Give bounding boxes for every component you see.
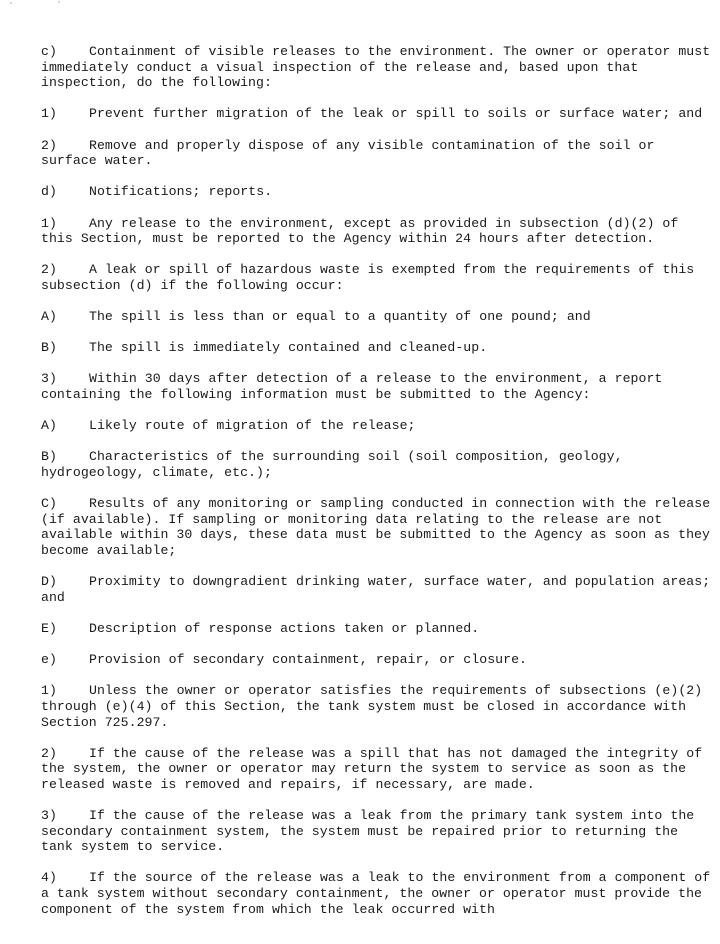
paragraph-e (41, 652, 713, 668)
paragraph-text: Results of any monitoring or sampling conducted in connection with the release (if available). If sampling or monitoring data relating to the release are not available within 30 days, these data must be submitted to the Agency as soon as they become available; (41, 496, 711, 558)
paragraph-label: C) (41, 496, 57, 512)
paragraph-label: A) (41, 418, 57, 434)
paragraph-label: c) (41, 44, 57, 59)
paragraph-e-2 (41, 746, 713, 793)
paragraph-d-1 (41, 216, 713, 247)
paragraph-c-1 (41, 106, 713, 122)
paragraph-label: 2) (41, 262, 57, 278)
scan-speck (58, 1, 60, 3)
paragraph-d-2 (41, 262, 713, 293)
paragraph-text: Likely route of migration of the release; (89, 418, 416, 434)
paragraph-label: 4) (41, 870, 57, 886)
paragraph-label: B) (41, 340, 57, 356)
paragraph-text: If the cause of the release was a leak from the primary tank system into the secondary containment system, the system must be repaired prior to returning the tank system to service. (41, 808, 695, 855)
paragraph-label: 3) (41, 808, 57, 824)
paragraph-c-2 (41, 138, 713, 169)
paragraph-label: e) (41, 652, 57, 668)
paragraph-text: Description of response actions taken or planned. (89, 620, 480, 636)
paragraph-label: 2) (41, 745, 57, 761)
paragraph-text: A leak or spill of hazardous waste is exempted from the requirements of this subsection (d) if the following occur: (41, 262, 695, 293)
paragraph-text: Unless the owner or operator satisfies the requirements of subsections (e)(2) through (e)(4) of this Section, the tank system must be closed in accordance with Section 725.297. (41, 683, 703, 730)
paragraph-d-3 (41, 371, 713, 402)
paragraph-d-2-b (41, 340, 713, 356)
paragraph-label: E) (41, 620, 57, 636)
paragraph-text: Characteristics of the surrounding soil (soil composition, geology, hydrogeology, climate, etc.); (41, 449, 623, 481)
paragraph-text: Within 30 days after detection of a release to the environment, a report containing the following information must be submitted to the Agency: (41, 371, 663, 403)
paragraph-label: 1) (41, 106, 57, 122)
paragraph-label: d) (41, 184, 57, 200)
paragraph-d-3-a (41, 418, 713, 434)
paragraph-text: Remove and properly dispose of any visible contamination of the soil or surface water. (41, 137, 655, 169)
paragraph-d-3-e (41, 621, 713, 637)
paragraph-text: Provision of secondary containment, repair, or closure. (89, 652, 528, 668)
paragraph-d (41, 184, 713, 200)
paragraph-text: The spill is immediately contained and cleaned-up. (89, 340, 488, 356)
paragraph-c (41, 44, 713, 91)
paragraph-d-3-b (41, 449, 713, 480)
paragraph-d-2-a (41, 309, 713, 325)
document-page (41, 44, 713, 933)
paragraph-d-3-c (41, 496, 713, 558)
paragraph-label: D) (41, 574, 57, 590)
paragraph-e-3 (41, 808, 713, 855)
paragraph-label: A) (41, 309, 57, 325)
paragraph-label: 3) (41, 371, 57, 387)
paragraph-label: 1) (41, 215, 57, 231)
paragraph-text: Containment of visible releases to the environment. The owner or operator must immediately conduct a visual inspection of the release and, based upon that inspection, do the following: (41, 44, 711, 91)
paragraph-e-4 (41, 870, 713, 917)
paragraph-text: Prevent further migration of the leak or spill to soils or surface water; and (89, 106, 703, 122)
paragraph-label: 1) (41, 683, 57, 699)
paragraph-text: If the source of the release was a leak to the environment from a component of a tank system without secondary containment, the owner or operator must provide the component of the system from which the leak occurred with (41, 870, 711, 917)
paragraph-label: 2) (41, 137, 57, 153)
paragraph-text: The spill is less than or equal to a quantity of one pound; and (89, 309, 591, 325)
paragraph-label: B) (41, 449, 57, 465)
scan-speck (10, 2, 12, 4)
paragraph-e-1 (41, 683, 713, 730)
scan-artifacts (0, 0, 80, 10)
paragraph-text: Any release to the environment, except as provided in subsection (d)(2) of this Section, must be reported to the Agency within 24 hours after detection. (41, 215, 679, 247)
paragraph-text: Notifications; reports. (89, 184, 273, 200)
paragraph-text: Proximity to downgradient drinking water, surface water, and population areas; and (41, 574, 711, 605)
paragraph-d-3-d (41, 574, 713, 605)
paragraph-text: If the cause of the release was a spill that has not damaged the integrity of the system, the owner or operator may return the system to service as soon as the released waste is removed and repairs, if necessary, are made. (41, 745, 703, 792)
